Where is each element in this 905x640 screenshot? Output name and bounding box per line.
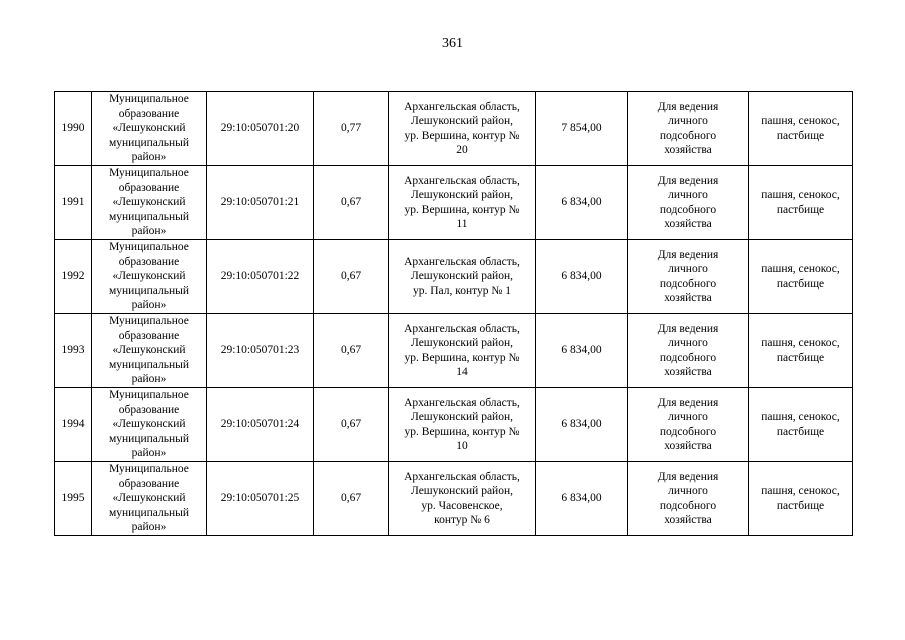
address-line: Лешуконский район, <box>410 337 513 349</box>
owner-line: муниципальный <box>108 210 190 223</box>
owner-line: образование <box>118 255 180 268</box>
permitted-use-line: Для ведения <box>657 248 719 261</box>
owner-line: район» <box>131 521 167 534</box>
permitted-use-line: подсобного <box>659 499 717 512</box>
table-body <box>55 92 853 536</box>
land-registry-table <box>54 91 853 536</box>
land-use-line: пашня, сенокос, <box>761 411 840 423</box>
row-number-cell: 1992 <box>55 240 92 314</box>
address-line: Архангельская область, <box>404 174 520 187</box>
owner-line: Муниципальное <box>109 315 189 328</box>
address-cell <box>389 462 536 536</box>
permitted-use-line: подсобного <box>659 351 717 364</box>
permitted-use-line: Для ведения <box>657 100 719 113</box>
cadastral-value-cell: 7 854,00 <box>536 92 628 166</box>
owner-line: муниципальный <box>108 432 190 445</box>
land-use-cell <box>749 92 853 166</box>
permitted-use-line: хозяйства <box>664 144 712 156</box>
land-use-line: пашня, сенокос, <box>761 189 840 201</box>
row-number-cell: 1993 <box>55 314 92 388</box>
address-line: ур. Пал, контур № 1 <box>412 284 511 297</box>
address-line: Лешуконский район, <box>410 189 513 201</box>
address-line: 11 <box>456 218 468 230</box>
owner-line: «Лешуконский <box>112 196 186 209</box>
owner-line: образование <box>118 477 180 490</box>
row-number-cell: 1990 <box>55 92 92 166</box>
owner-line: «Лешуконский <box>112 122 186 135</box>
land-use-line: пашня, сенокос, <box>761 115 840 127</box>
address-line: ур. Вершина, контур № <box>404 425 520 438</box>
owner-line: район» <box>131 447 167 460</box>
permitted-use-line: личного <box>668 411 708 423</box>
area-cell: 0,67 <box>314 462 389 536</box>
address-line: Архангельская область, <box>404 396 520 409</box>
permitted-use-line: хозяйства <box>664 218 712 230</box>
address-line: Архангельская область, <box>404 470 520 483</box>
owner-line: образование <box>118 329 180 342</box>
permitted-use-cell <box>628 166 749 240</box>
address-line: 10 <box>456 440 468 452</box>
owner-cell <box>92 388 207 462</box>
table-row <box>55 388 853 462</box>
owner-line: район» <box>131 373 167 386</box>
permitted-use-line: личного <box>668 337 708 349</box>
owner-line: район» <box>131 151 167 164</box>
permitted-use-line: хозяйства <box>664 366 712 378</box>
address-line: Лешуконский район, <box>410 411 513 423</box>
table-row <box>55 240 853 314</box>
permitted-use-cell <box>628 462 749 536</box>
permitted-use-line: подсобного <box>659 425 717 438</box>
permitted-use-line: подсобного <box>659 277 717 290</box>
cadastral-number-cell: 29:10:050701:21 <box>207 166 314 240</box>
owner-line: Муниципальное <box>109 167 189 180</box>
permitted-use-cell <box>628 240 749 314</box>
permitted-use-line: Для ведения <box>657 322 719 335</box>
cadastral-value-cell: 6 834,00 <box>536 166 628 240</box>
cadastral-value-cell: 6 834,00 <box>536 388 628 462</box>
cadastral-value-cell: 6 834,00 <box>536 240 628 314</box>
permitted-use-line: подсобного <box>659 203 717 216</box>
owner-line: «Лешуконский <box>112 492 186 505</box>
address-line: ур. Часовенское, <box>421 499 503 512</box>
cadastral-number-cell: 29:10:050701:22 <box>207 240 314 314</box>
permitted-use-cell <box>628 92 749 166</box>
permitted-use-line: подсобного <box>659 129 717 142</box>
cadastral-number-cell: 29:10:050701:23 <box>207 314 314 388</box>
address-cell <box>389 240 536 314</box>
row-number-cell: 1991 <box>55 166 92 240</box>
land-use-line: пашня, сенокос, <box>761 337 840 349</box>
address-cell <box>389 166 536 240</box>
table-row <box>55 92 853 166</box>
land-use-line: пастбище <box>776 277 825 290</box>
owner-line: Муниципальное <box>109 389 189 402</box>
area-cell: 0,67 <box>314 314 389 388</box>
address-line: Архангельская область, <box>404 322 520 335</box>
owner-cell <box>92 166 207 240</box>
owner-line: образование <box>118 181 180 194</box>
address-line: 20 <box>456 144 468 156</box>
address-line: ур. Вершина, контур № <box>404 351 520 364</box>
address-cell <box>389 388 536 462</box>
cadastral-number-cell: 29:10:050701:25 <box>207 462 314 536</box>
owner-line: Муниципальное <box>109 93 189 106</box>
permitted-use-line: Для ведения <box>657 174 719 187</box>
owner-cell <box>92 240 207 314</box>
address-cell <box>389 92 536 166</box>
cadastral-number-cell: 29:10:050701:24 <box>207 388 314 462</box>
permitted-use-line: хозяйства <box>664 440 712 452</box>
address-line: Архангельская область, <box>404 100 520 113</box>
cadastral-value-cell: 6 834,00 <box>536 462 628 536</box>
owner-line: Муниципальное <box>109 241 189 254</box>
permitted-use-line: личного <box>668 115 708 127</box>
permitted-use-cell <box>628 388 749 462</box>
address-line: ур. Вершина, контур № <box>404 129 520 142</box>
owner-line: район» <box>131 299 167 312</box>
permitted-use-line: Для ведения <box>657 470 719 483</box>
area-cell: 0,67 <box>314 240 389 314</box>
cadastral-value-cell: 6 834,00 <box>536 314 628 388</box>
land-use-line: пастбище <box>776 129 825 142</box>
address-cell <box>389 314 536 388</box>
land-use-line: пастбище <box>776 351 825 364</box>
land-use-cell <box>749 240 853 314</box>
cadastral-number-cell: 29:10:050701:20 <box>207 92 314 166</box>
land-use-cell <box>749 314 853 388</box>
owner-line: муниципальный <box>108 136 190 149</box>
land-use-cell <box>749 462 853 536</box>
land-use-cell <box>749 166 853 240</box>
permitted-use-line: личного <box>668 485 708 497</box>
area-cell: 0,67 <box>314 166 389 240</box>
address-line: Лешуконский район, <box>410 115 513 127</box>
owner-line: Муниципальное <box>109 463 189 476</box>
land-use-line: пашня, сенокос, <box>761 485 840 497</box>
permitted-use-line: личного <box>668 263 708 275</box>
owner-line: муниципальный <box>108 358 190 371</box>
table-row <box>55 166 853 240</box>
row-number-cell: 1995 <box>55 462 92 536</box>
table-row <box>55 314 853 388</box>
address-line: ур. Вершина, контур № <box>404 203 520 216</box>
owner-cell <box>92 314 207 388</box>
land-use-line: пастбище <box>776 203 825 216</box>
owner-cell <box>92 462 207 536</box>
address-line: Лешуконский район, <box>410 270 513 283</box>
permitted-use-line: Для ведения <box>657 396 719 409</box>
land-use-cell <box>749 388 853 462</box>
address-line: Лешуконский район, <box>410 485 513 497</box>
permitted-use-cell <box>628 314 749 388</box>
area-cell: 0,77 <box>314 92 389 166</box>
permitted-use-line: хозяйства <box>664 292 712 304</box>
owner-cell <box>92 92 207 166</box>
address-line: 14 <box>456 366 468 378</box>
owner-line: образование <box>118 107 180 120</box>
land-use-line: пастбище <box>776 499 825 512</box>
owner-line: муниципальный <box>108 506 190 519</box>
land-use-line: пастбище <box>776 425 825 438</box>
area-cell: 0,67 <box>314 388 389 462</box>
address-line: Архангельская область, <box>404 255 520 268</box>
address-line: контур № 6 <box>434 514 490 526</box>
table-row <box>55 462 853 536</box>
owner-line: район» <box>131 225 167 238</box>
land-use-line: пашня, сенокос, <box>761 263 840 275</box>
owner-line: «Лешуконский <box>112 270 186 283</box>
row-number-cell: 1994 <box>55 388 92 462</box>
permitted-use-line: хозяйства <box>664 514 712 526</box>
owner-line: образование <box>118 403 180 416</box>
page-number: 361 <box>442 36 463 51</box>
owner-line: «Лешуконский <box>112 418 186 431</box>
owner-line: муниципальный <box>108 284 190 297</box>
permitted-use-line: личного <box>668 189 708 201</box>
owner-line: «Лешуконский <box>112 344 186 357</box>
